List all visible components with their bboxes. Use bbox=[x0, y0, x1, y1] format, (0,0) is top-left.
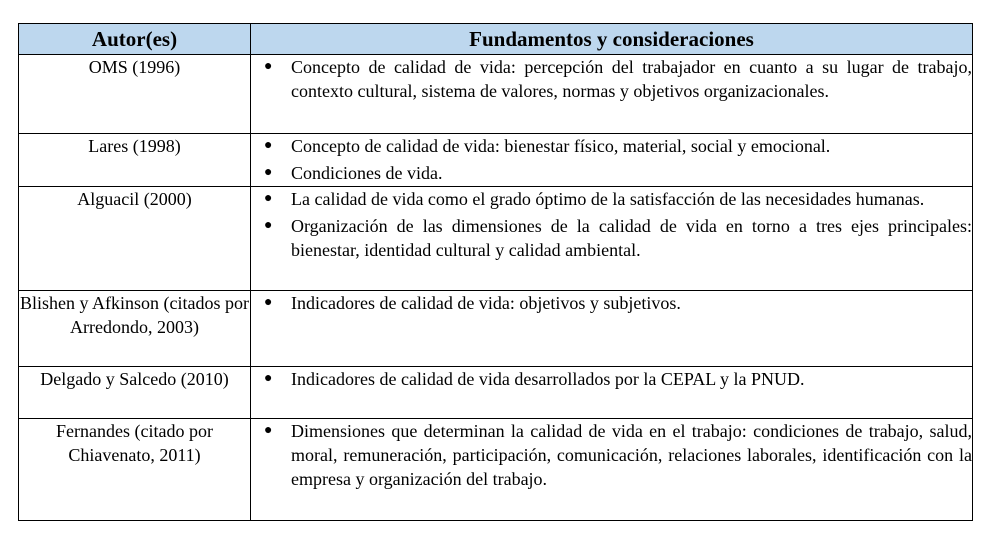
author-cell: Blishen y Afkinson (citados por Arredondo, 2003) bbox=[19, 291, 251, 367]
table-row bbox=[19, 55, 973, 134]
fundamentals-cell bbox=[251, 55, 973, 134]
list-item bbox=[251, 291, 972, 315]
list-item bbox=[251, 214, 972, 262]
point-text: Concepto de calidad de vida: percepción del trabajador en cuanto a su lugar de trabajo, contexto cultural, sistema de valores, normas y objetivos organizacionales. bbox=[291, 57, 972, 101]
list-item bbox=[251, 134, 972, 158]
author-cell: Lares (1998) bbox=[19, 134, 251, 187]
fundamentals-cell bbox=[251, 419, 973, 521]
table-row bbox=[19, 187, 973, 291]
bullet-icon: ● bbox=[264, 165, 273, 180]
author-cell: Alguacil (2000) bbox=[19, 187, 251, 291]
list-item bbox=[251, 419, 972, 491]
list-item bbox=[251, 187, 972, 211]
bullet-icon: ● bbox=[264, 295, 273, 310]
point-text: Indicadores de calidad de vida: objetivos y subjetivos. bbox=[291, 293, 681, 313]
point-text: Organización de las dimensiones de la calidad de vida en torno a tres ejes principales: bienestar, identidad cultural y calidad ambiental. bbox=[291, 216, 972, 260]
point-text: Concepto de calidad de vida: bienestar físico, material, social y emocional. bbox=[291, 136, 831, 156]
table-row bbox=[19, 367, 973, 419]
author-cell: OMS (1996) bbox=[19, 55, 251, 134]
fundamentals-cell bbox=[251, 134, 973, 187]
author-cell: Delgado y Salcedo (2010) bbox=[19, 367, 251, 419]
point-text: Dimensiones que determinan la calidad de vida en el trabajo: condiciones de trabajo, salud, moral, remuneración, participación, comunicación, relaciones laborales, identificación con la empresa y organización del trabajo. bbox=[291, 421, 972, 489]
header-row bbox=[19, 24, 973, 55]
table-row bbox=[19, 291, 973, 367]
header-fundamentals: Fundamentos y consideraciones bbox=[251, 24, 973, 55]
bullet-icon: ● bbox=[264, 138, 273, 153]
authors-table bbox=[18, 23, 973, 521]
fundamentals-cell bbox=[251, 367, 973, 419]
header-author: Autor(es) bbox=[19, 24, 251, 55]
list-item bbox=[251, 367, 972, 391]
fundamentals-cell bbox=[251, 187, 973, 291]
table-row bbox=[19, 419, 973, 521]
bullet-icon: ● bbox=[264, 423, 273, 438]
fundamentals-cell bbox=[251, 291, 973, 367]
point-text: La calidad de vida como el grado óptimo de la satisfacción de las necesidades humanas. bbox=[291, 189, 925, 209]
point-text: Condiciones de vida. bbox=[291, 163, 443, 183]
list-item bbox=[251, 55, 972, 103]
author-cell: Fernandes (citado por Chiavenato, 2011) bbox=[19, 419, 251, 521]
bullet-icon: ● bbox=[264, 371, 273, 386]
bullet-icon: ● bbox=[264, 218, 273, 233]
point-text: Indicadores de calidad de vida desarrollados por la CEPAL y la PNUD. bbox=[291, 369, 805, 389]
bullet-icon: ● bbox=[264, 59, 273, 74]
bullet-icon: ● bbox=[264, 191, 273, 206]
list-item bbox=[251, 161, 972, 185]
table-row bbox=[19, 134, 973, 187]
